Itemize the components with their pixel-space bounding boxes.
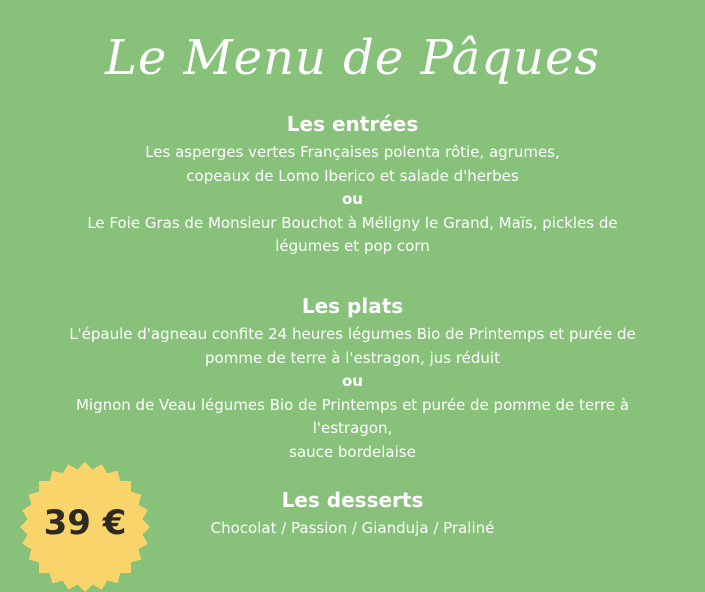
menu-title: Le Menu de Pâques [104, 30, 600, 86]
price-badge [20, 462, 150, 592]
main-option-2-line-2: l'estragon, [312, 419, 393, 437]
section-mains [0, 293, 705, 464]
or-separator: ou [342, 372, 363, 390]
starter-option-2-line-2: légumes et pop corn [275, 237, 430, 255]
starter-option-2-line-1: Le Foie Gras de Monsieur Bouchot à Méligny le Grand, Maïs, pickles de [87, 213, 618, 232]
main-option-1-line-2: pomme de terre à l'estragon, jus réduit [205, 348, 500, 367]
section-title-starters: Les entrées [286, 112, 419, 136]
price-label: 39 € [43, 503, 127, 543]
main-option-2-line-1: Mignon de Veau légumes Bio de Printemps et purée de pomme de terre à [75, 395, 630, 414]
main-option-1-line-1: L'épaule d'agneau confite 24 heures légumes Bio de Printemps et purée de [69, 325, 636, 343]
starter-option-1-line-1: Les asperges vertes Françaises polenta rôtie, agrumes, [145, 143, 560, 161]
section-title-desserts: Les desserts [281, 488, 424, 512]
section-title-mains: Les plats [301, 294, 404, 318]
or-separator: ou [342, 190, 363, 208]
starter-option-1-line-2: copeaux de Lomo Iberico et salade d'herbes [186, 166, 519, 185]
section-starters [0, 111, 705, 259]
dessert-line: Chocolat / Passion / Gianduja / Praliné [210, 519, 495, 537]
main-option-2-line-3: sauce bordelaise [289, 442, 416, 461]
